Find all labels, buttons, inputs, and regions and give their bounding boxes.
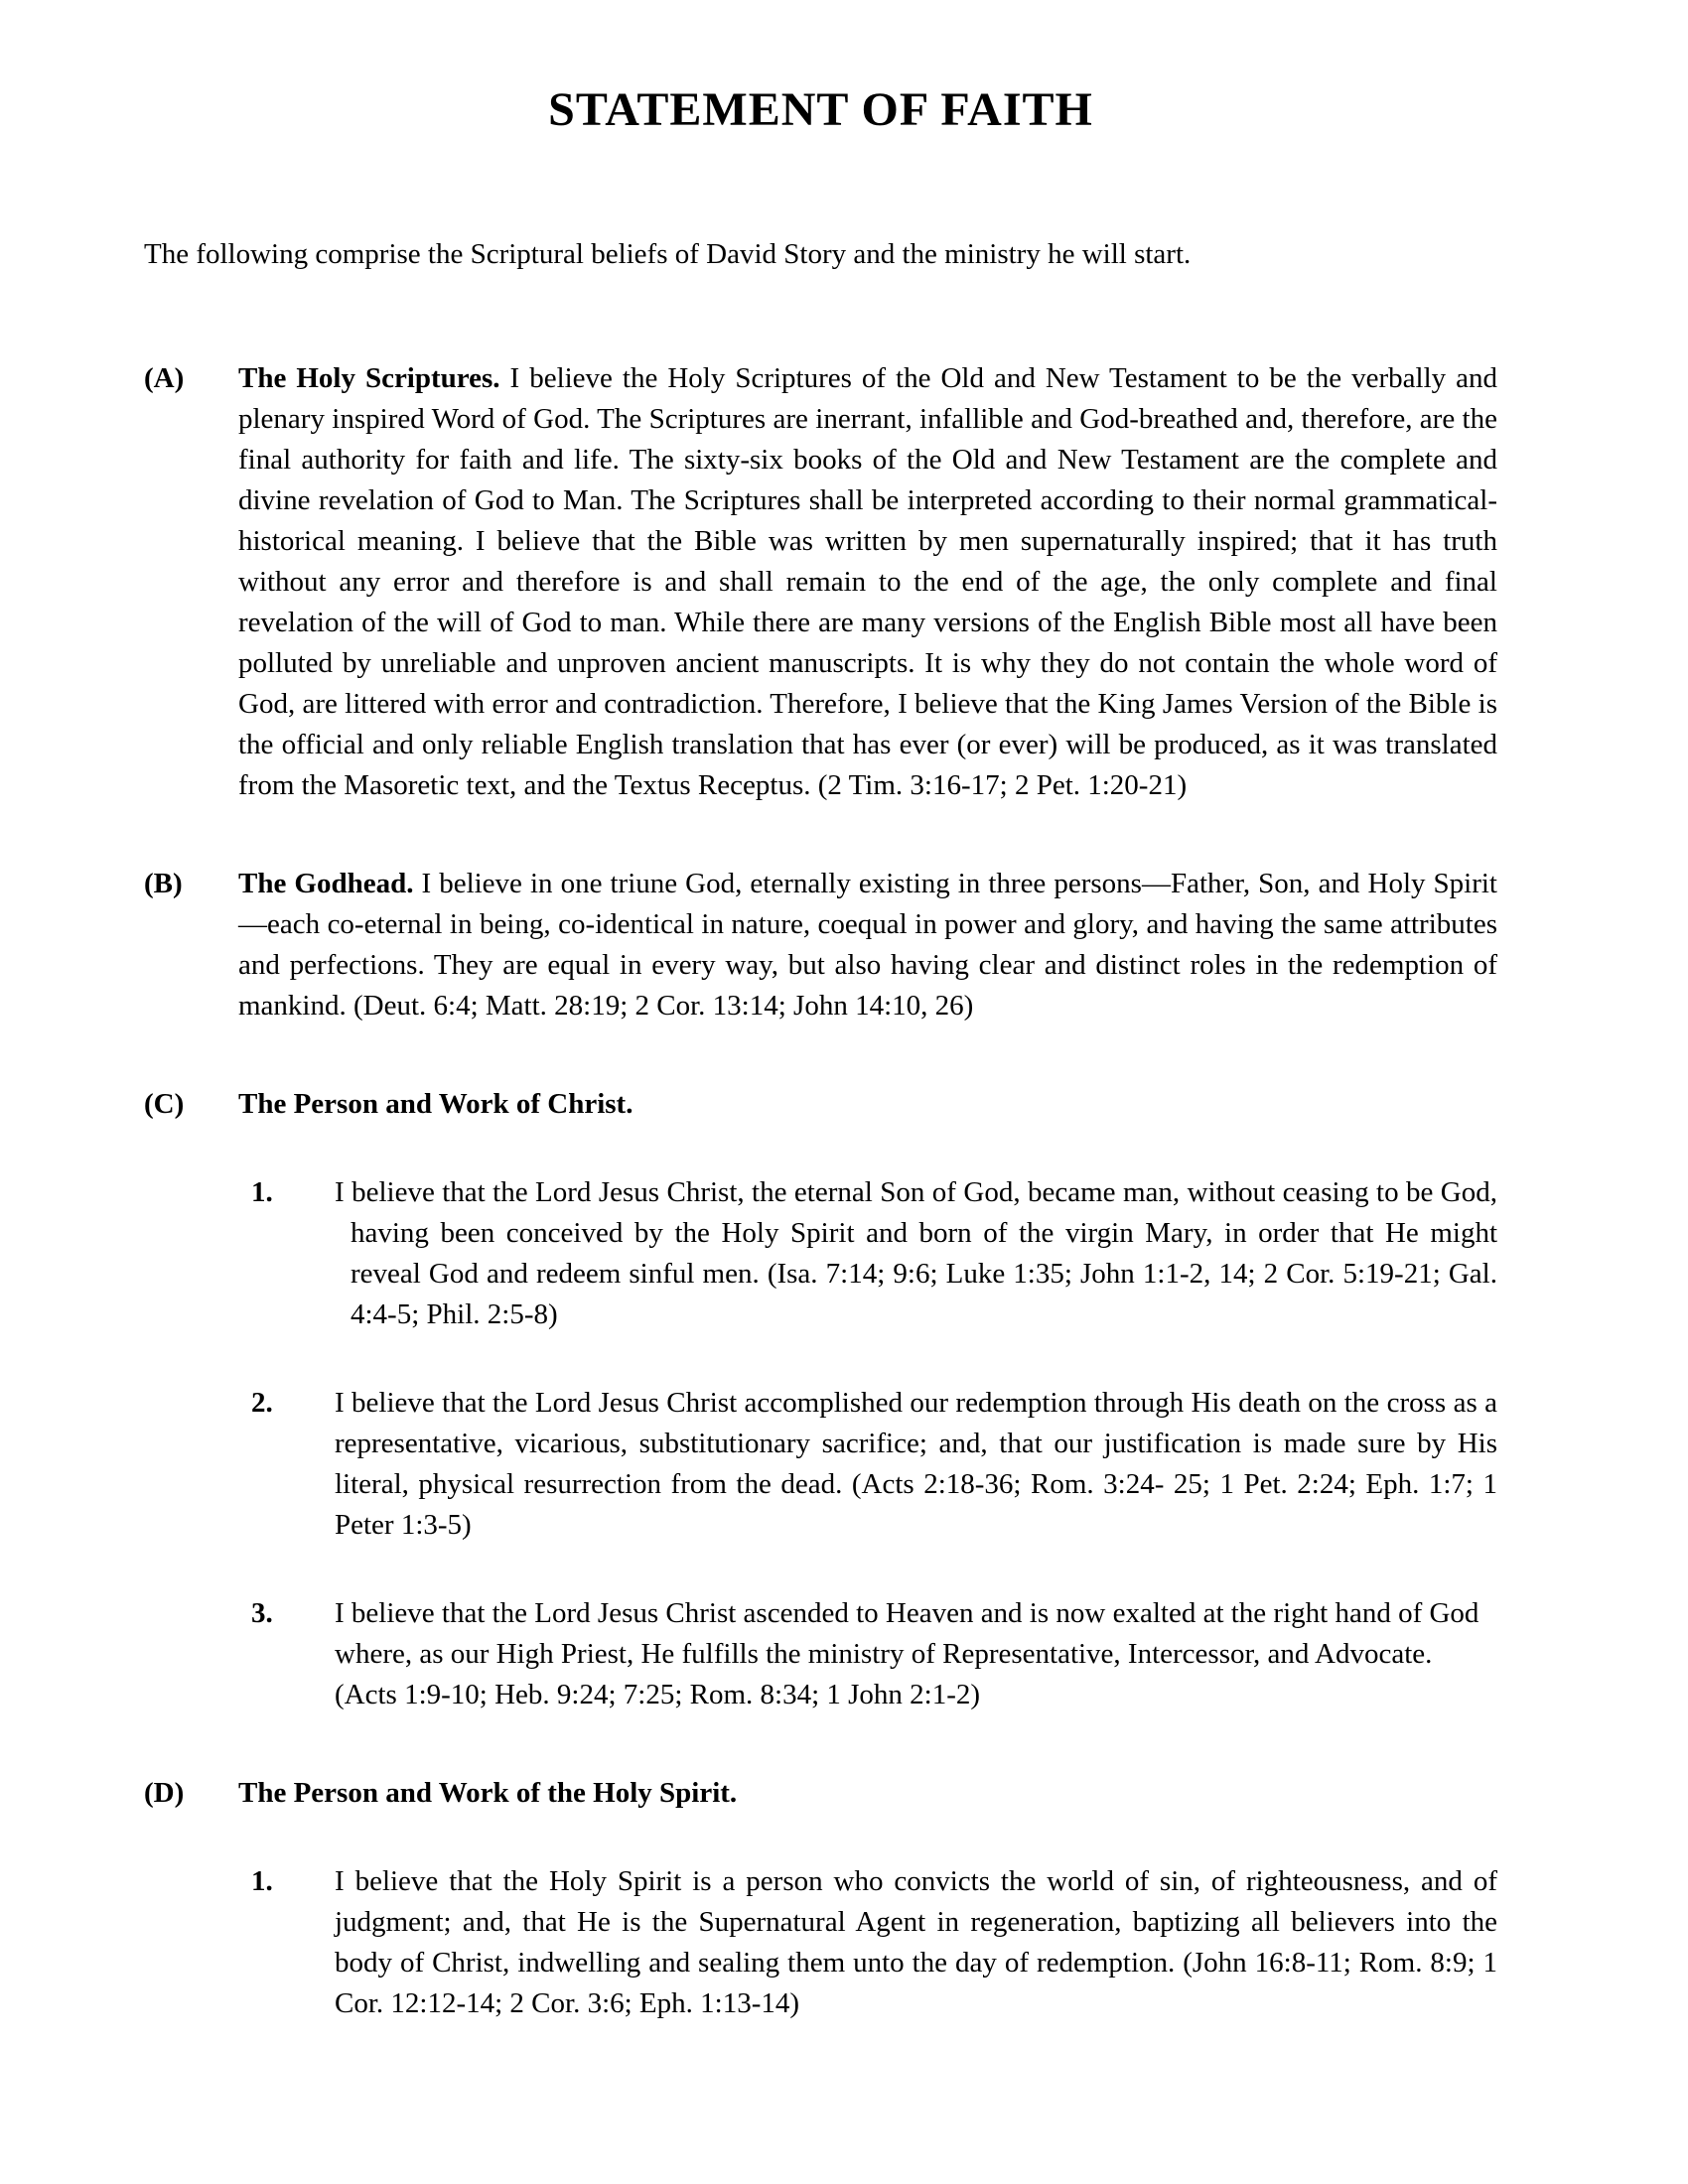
section-b-paragraph <box>238 864 1497 1026</box>
list-item-c2-number: 2. <box>251 1387 273 1419</box>
section-d-heading: The Person and Work of the Holy Spirit. <box>238 1777 738 1809</box>
section-c-label: (C) <box>144 1088 185 1120</box>
list-item-c2 <box>238 1383 1497 1546</box>
list-item-c3-number: 3. <box>251 1597 273 1629</box>
section-a-label: (A) <box>144 362 185 394</box>
list-item-c1-number: 1. <box>251 1176 273 1208</box>
page-title: STATEMENT OF FAITH <box>548 83 1093 136</box>
section-b <box>144 864 1497 1026</box>
section-d <box>144 1773 1497 2024</box>
section-b-body <box>238 864 1497 1026</box>
list-item-c2-text: I believe that the Lord Jesus Christ accomplished our redemption through His death on the cross as a representative, vicarious, substitutionary sacrifice; and, that our justification is made sure by His literal, physical resurrection from the dead. (Acts 2:18-36; Rom. 3:24- 25; 1 Pet. 2:24; Eph. 1:7; 1 Peter 1:3-5) <box>335 1387 1497 1541</box>
section-d-heading-row <box>238 1773 1497 1814</box>
section-b-label: (B) <box>144 868 183 899</box>
list-item-d1-text: I believe that the Holy Spirit is a person who convicts the world of sin, of righteousness, and of judgment; and, that He is the Supernatural Agent in regeneration, baptizing all believers into the body of Christ, indwelling and sealing them unto the day of redemption. (John 16:8-11; Rom. 8:9; 1 Cor. 12:12-14; 2 Cor. 3:6; Eph. 1:13-14) <box>335 1865 1497 2019</box>
list-item-d1 <box>238 1861 1497 2024</box>
section-c-heading: The Person and Work of Christ. <box>238 1088 633 1120</box>
section-a <box>144 358 1497 806</box>
section-a-heading: The Holy Scriptures. <box>238 362 500 394</box>
list-item-c1 <box>238 1172 1497 1335</box>
list-item-c1-text: I believe that the Lord Jesus Christ, the eternal Son of God, became man, without ceasing to be God, having been conceived by the Holy Spirit and born of the virgin Mary, in order that He might reveal God and redeem sinful men. (Isa. 7:14; 9:6; Luke 1:35; John 1:1-2, 14; 2 Cor. 5:19-21; Gal. 4:4-5; Phil. 2:5-8) <box>335 1176 1497 1330</box>
section-a-body <box>238 358 1497 806</box>
section-a-text: I believe the Holy Scriptures of the Old and New Testament to be the verbally and plenary inspired Word of God. The Scriptures are inerrant, infallible and God-breathed and, therefore, are the final authority for faith and life. The sixty-six books of the Old and New Testament are the complete and divine revelation of God to Man. The Scriptures shall be interpreted according to their normal grammatical-historical meaning. I believe that the Bible was written by men supernaturally inspired; that it has truth without any error and therefore is and shall remain to the end of the age, the only complete and final revelation of the will of God to man. While there are many versions of the English Bible most all have been polluted by unreliable and unproven ancient manuscripts. It is why they do not contain the whole word of God, are littered with error and contradiction. Therefore, I believe that the King James Version of the Bible is the official and only reliable English translation that has ever (or ever) will be produced, as it was translated from the Masoretic text, and the Textus Receptus. (2 Tim. 3:16-17; 2 Pet. 1:20-21) <box>238 362 1498 801</box>
section-b-heading: The Godhead. <box>238 868 414 899</box>
section-c <box>144 1084 1497 1715</box>
section-c-heading-row <box>238 1084 1497 1125</box>
section-d-label: (D) <box>144 1777 185 1809</box>
list-item-c3-text: I believe that the Lord Jesus Christ ascended to Heaven and is now exalted at the right hand of God where, as our High Priest, He fulfills the ministry of Representative, Intercessor, and Advocate. (Acts 1:9-10; Heb. 9:24; 7:25; Rom. 8:34; 1 John 2:1-2) <box>335 1597 1479 1710</box>
list-item-d1-number: 1. <box>251 1865 273 1897</box>
section-d-body <box>238 1773 1497 2024</box>
intro-paragraph: The following comprise the Scriptural beliefs of David Story and the ministry he will start. <box>144 238 1192 270</box>
section-b-text: I believe in one triune God, eternally existing in three persons—Father, Son, and Holy Spirit—each co-eternal in being, co-identical in nature, coequal in power and glory, and having the same attributes and perfections. They are equal in every way, but also having clear and distinct roles in the redemption of mankind. (Deut. 6:4; Matt. 28:19; 2 Cor. 13:14; John 14:10, 26) <box>238 868 1497 1022</box>
list-item-c3 <box>238 1593 1497 1715</box>
section-a-paragraph <box>238 358 1497 806</box>
section-c-body <box>238 1084 1497 1715</box>
